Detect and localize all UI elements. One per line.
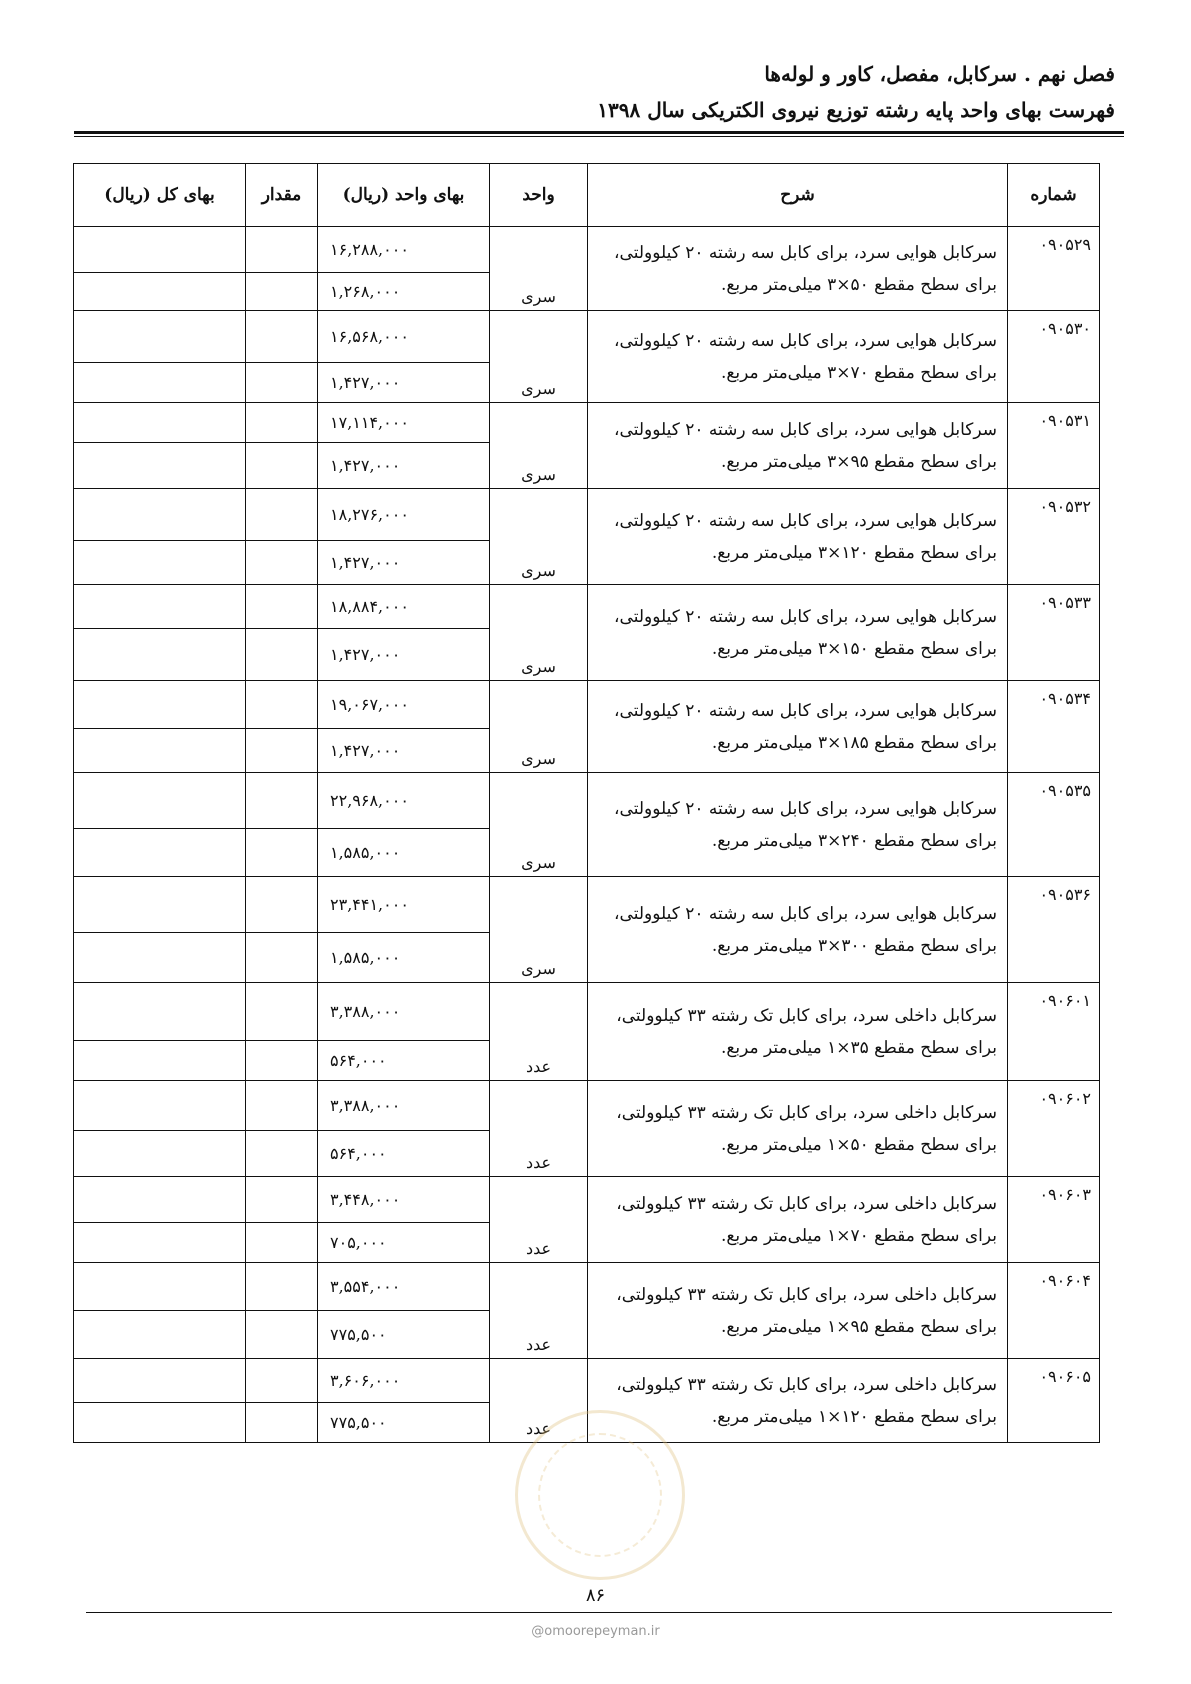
item-unit: عدد (490, 1263, 588, 1359)
item-qty (246, 681, 318, 729)
item-total (74, 1311, 246, 1359)
item-unit: عدد (490, 1177, 588, 1263)
item-total (74, 541, 246, 585)
item-total (74, 443, 246, 489)
item-total (74, 311, 246, 363)
item-unit-price: ۲۲,۹۶۸,۰۰۰ (318, 773, 490, 829)
item-unit-price-secondary: ۱,۴۲۷,۰۰۰ (318, 443, 490, 489)
item-qty (246, 1177, 318, 1223)
item-total (74, 983, 246, 1041)
table-row (74, 1081, 1100, 1131)
col-header-desc: شرح (588, 164, 1008, 227)
item-qty (246, 489, 318, 541)
item-unit-price: ۱۶,۵۶۸,۰۰۰ (318, 311, 490, 363)
item-total (74, 1223, 246, 1263)
item-unit-price: ۳,۴۴۸,۰۰۰ (318, 1177, 490, 1223)
item-total (74, 1081, 246, 1131)
table-row (74, 403, 1100, 443)
item-total (74, 729, 246, 773)
item-description: سرکابل داخلی سرد، برای کابل تک رشته ۳۳ کیلوولتی، برای سطح مقطع ۹۵×۱ میلی‌متر مربع. (588, 1263, 1008, 1359)
table-row (74, 1359, 1100, 1403)
item-unit: سری (490, 403, 588, 489)
item-qty (246, 1131, 318, 1177)
item-description: سرکابل هوایی سرد، برای کابل سه رشته ۲۰ کیلوولتی، برای سطح مقطع ۱۲۰×۳ میلی‌متر مربع. (588, 489, 1008, 585)
col-header-code: شماره (1008, 164, 1100, 227)
item-unit: عدد (490, 1081, 588, 1177)
item-unit-price-secondary: ۱,۲۶۸,۰۰۰ (318, 273, 490, 311)
header-rule-thick (74, 131, 1124, 134)
item-total (74, 403, 246, 443)
item-code: ۰۹۰۶۰۵ (1008, 1359, 1100, 1443)
table-row (74, 1263, 1100, 1311)
item-unit: سری (490, 681, 588, 773)
item-unit-price-secondary: ۷۷۵,۵۰۰ (318, 1311, 490, 1359)
item-qty (246, 443, 318, 489)
item-qty (246, 541, 318, 585)
item-code: ۰۹۰۵۲۹ (1008, 227, 1100, 311)
table-row (74, 877, 1100, 933)
item-qty (246, 227, 318, 273)
item-qty (246, 1081, 318, 1131)
chapter-title: فصل نهم . سرکابل، مفصل، کاور و لوله‌ها (764, 62, 1115, 86)
footer-rule (86, 1612, 1112, 1613)
item-unit: سری (490, 227, 588, 311)
item-qty (246, 829, 318, 877)
table-row (74, 773, 1100, 829)
item-description: سرکابل هوایی سرد، برای کابل سه رشته ۲۰ کیلوولتی، برای سطح مقطع ۱۸۵×۳ میلی‌متر مربع. (588, 681, 1008, 773)
item-unit-price-secondary: ۵۶۴,۰۰۰ (318, 1041, 490, 1081)
document-title: فهرست بهای واحد پایه رشته توزیع نیروی الکتریکی سال ۱۳۹۸ (597, 98, 1115, 122)
item-unit-price: ۱۹,۰۶۷,۰۰۰ (318, 681, 490, 729)
item-qty (246, 1263, 318, 1311)
item-unit: عدد (490, 1359, 588, 1443)
item-code: ۰۹۰۵۳۶ (1008, 877, 1100, 983)
item-total (74, 1403, 246, 1443)
item-unit-price-secondary: ۱,۴۲۷,۰۰۰ (318, 541, 490, 585)
item-unit-price: ۱۶,۲۸۸,۰۰۰ (318, 227, 490, 273)
item-unit: سری (490, 311, 588, 403)
item-total (74, 877, 246, 933)
item-description: سرکابل هوایی سرد، برای کابل سه رشته ۲۰ کیلوولتی، برای سطح مقطع ۱۵۰×۳ میلی‌متر مربع. (588, 585, 1008, 681)
item-total (74, 273, 246, 311)
table-row (74, 983, 1100, 1041)
item-qty (246, 629, 318, 681)
item-total (74, 227, 246, 273)
item-qty (246, 1359, 318, 1403)
item-total (74, 1041, 246, 1081)
item-qty (246, 983, 318, 1041)
table-row (74, 311, 1100, 363)
col-header-total: بهای کل (ریال) (74, 164, 246, 227)
item-total (74, 1359, 246, 1403)
item-code: ۰۹۰۵۳۱ (1008, 403, 1100, 489)
item-total (74, 681, 246, 729)
col-header-unit-price: بهای واحد (ریال) (318, 164, 490, 227)
item-total (74, 1263, 246, 1311)
item-qty (246, 1403, 318, 1443)
item-qty (246, 729, 318, 773)
item-unit-price-secondary: ۷۰۵,۰۰۰ (318, 1223, 490, 1263)
item-unit: سری (490, 773, 588, 877)
item-total (74, 585, 246, 629)
item-total (74, 489, 246, 541)
item-qty (246, 1311, 318, 1359)
item-unit-price: ۳,۳۸۸,۰۰۰ (318, 983, 490, 1041)
item-unit: عدد (490, 983, 588, 1081)
item-description: سرکابل داخلی سرد، برای کابل تک رشته ۳۳ کیلوولتی، برای سطح مقطع ۷۰×۱ میلی‌متر مربع. (588, 1177, 1008, 1263)
item-qty (246, 877, 318, 933)
item-unit: سری (490, 489, 588, 585)
item-unit-price-secondary: ۱,۴۲۷,۰۰۰ (318, 629, 490, 681)
item-description: سرکابل داخلی سرد، برای کابل تک رشته ۳۳ کیلوولتی، برای سطح مقطع ۳۵×۱ میلی‌متر مربع. (588, 983, 1008, 1081)
item-unit-price: ۱۸,۲۷۶,۰۰۰ (318, 489, 490, 541)
table-row (74, 1177, 1100, 1223)
item-unit-price: ۲۳,۴۴۱,۰۰۰ (318, 877, 490, 933)
item-unit-price-secondary: ۱,۴۲۷,۰۰۰ (318, 363, 490, 403)
item-unit-price: ۱۸,۸۸۴,۰۰۰ (318, 585, 490, 629)
site-watermark: @omoorepeyman.ir (531, 1624, 660, 1639)
item-code: ۰۹۰۶۰۳ (1008, 1177, 1100, 1263)
item-code: ۰۹۰۵۳۵ (1008, 773, 1100, 877)
item-code: ۰۹۰۶۰۲ (1008, 1081, 1100, 1177)
item-code: ۰۹۰۵۳۰ (1008, 311, 1100, 403)
item-qty (246, 403, 318, 443)
table-row (74, 681, 1100, 729)
header-rule-thin (74, 136, 1124, 137)
item-unit: سری (490, 585, 588, 681)
item-qty (246, 585, 318, 629)
item-unit-price-secondary: ۷۷۵,۵۰۰ (318, 1403, 490, 1443)
item-unit-price-secondary: ۵۶۴,۰۰۰ (318, 1131, 490, 1177)
item-total (74, 829, 246, 877)
item-unit-price-secondary: ۱,۵۸۵,۰۰۰ (318, 933, 490, 983)
table-row (74, 585, 1100, 629)
item-total (74, 933, 246, 983)
item-total (74, 363, 246, 403)
item-code: ۰۹۰۶۰۱ (1008, 983, 1100, 1081)
item-qty (246, 773, 318, 829)
item-code: ۰۹۰۵۳۴ (1008, 681, 1100, 773)
item-description: سرکابل داخلی سرد، برای کابل تک رشته ۳۳ کیلوولتی، برای سطح مقطع ۱۲۰×۱ میلی‌متر مربع. (588, 1359, 1008, 1443)
item-code: ۰۹۰۶۰۴ (1008, 1263, 1100, 1359)
item-qty (246, 933, 318, 983)
item-unit-price: ۱۷,۱۱۴,۰۰۰ (318, 403, 490, 443)
item-qty (246, 363, 318, 403)
price-table (73, 163, 1100, 1443)
item-description: سرکابل هوایی سرد، برای کابل سه رشته ۲۰ کیلوولتی، برای سطح مقطع ۵۰×۳ میلی‌متر مربع. (588, 227, 1008, 311)
item-total (74, 773, 246, 829)
item-total (74, 629, 246, 681)
item-code: ۰۹۰۵۳۳ (1008, 585, 1100, 681)
item-qty (246, 1041, 318, 1081)
item-total (74, 1131, 246, 1177)
item-description: سرکابل داخلی سرد، برای کابل تک رشته ۳۳ کیلوولتی، برای سطح مقطع ۵۰×۱ میلی‌متر مربع. (588, 1081, 1008, 1177)
table-header-row (74, 164, 1100, 227)
table-row (74, 227, 1100, 273)
col-header-qty: مقدار (246, 164, 318, 227)
col-header-unit: واحد (490, 164, 588, 227)
table-row (74, 489, 1100, 541)
item-description: سرکابل هوایی سرد، برای کابل سه رشته ۲۰ کیلوولتی، برای سطح مقطع ۷۰×۳ میلی‌متر مربع. (588, 311, 1008, 403)
item-description: سرکابل هوایی سرد، برای کابل سه رشته ۲۰ کیلوولتی، برای سطح مقطع ۹۵×۳ میلی‌متر مربع. (588, 403, 1008, 489)
item-qty (246, 1223, 318, 1263)
item-unit-price: ۳,۳۸۸,۰۰۰ (318, 1081, 490, 1131)
item-description: سرکابل هوایی سرد، برای کابل سه رشته ۲۰ کیلوولتی، برای سطح مقطع ۲۴۰×۳ میلی‌متر مربع. (588, 773, 1008, 877)
item-total (74, 1177, 246, 1223)
item-unit-price-secondary: ۱,۵۸۵,۰۰۰ (318, 829, 490, 877)
item-unit-price: ۳,۶۰۶,۰۰۰ (318, 1359, 490, 1403)
item-code: ۰۹۰۵۳۲ (1008, 489, 1100, 585)
item-unit-price: ۳,۵۵۴,۰۰۰ (318, 1263, 490, 1311)
item-unit: سری (490, 877, 588, 983)
page-number: ۸۶ (585, 1585, 606, 1606)
item-unit-price-secondary: ۱,۴۲۷,۰۰۰ (318, 729, 490, 773)
item-qty (246, 311, 318, 363)
item-description: سرکابل هوایی سرد، برای کابل سه رشته ۲۰ کیلوولتی، برای سطح مقطع ۳۰۰×۳ میلی‌متر مربع. (588, 877, 1008, 983)
item-qty (246, 273, 318, 311)
